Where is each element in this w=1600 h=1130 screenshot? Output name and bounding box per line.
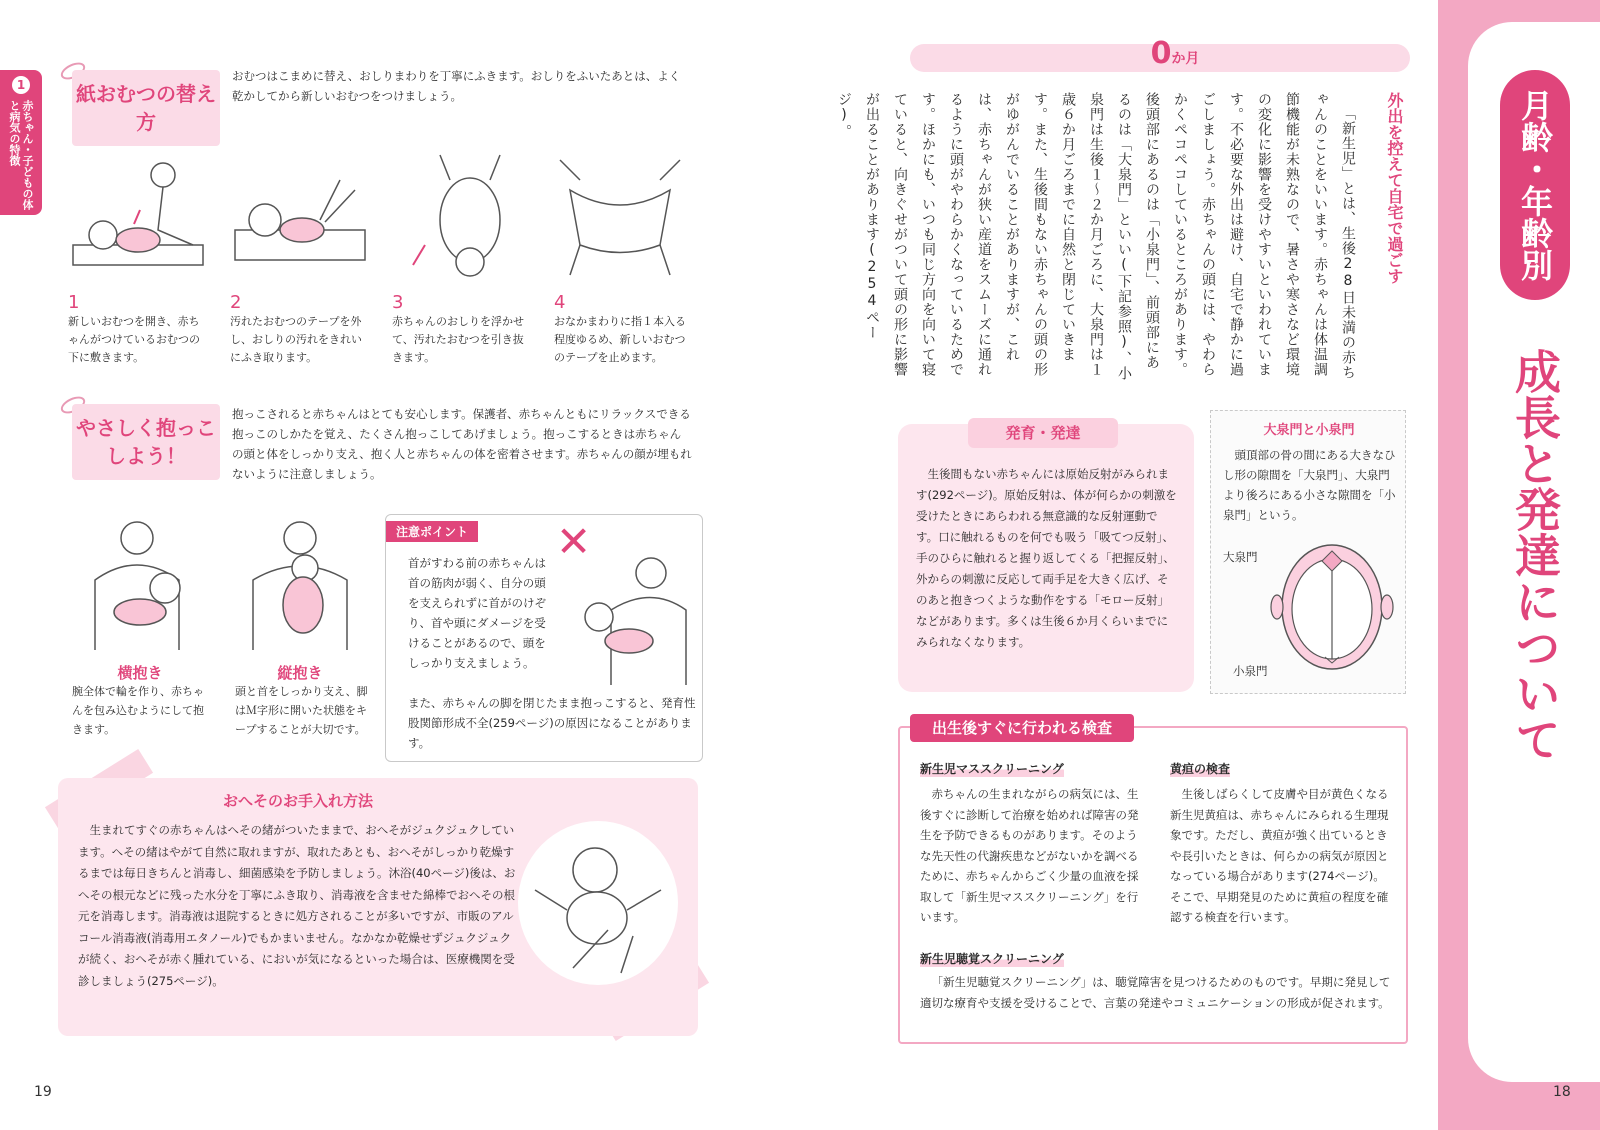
jaundice-title: 黄疸の検査 — [1170, 762, 1231, 776]
jaundice-text: 生後しばらくして皮膚や目が黄色くなる新生児黄疸は、赤ちゃんにみられる生理現象です。ただし、黄疸が強く出ているときや長引いたときは、何らかの病気が原因となっている場合があります(274ページ)。そこで、早期発見のために黄疸の程度を確認する検査を行います。 — [1170, 787, 1389, 924]
month-label — [1120, 36, 1230, 71]
navel-care-illustration — [513, 818, 683, 988]
diaper-step3-illustration — [395, 150, 535, 280]
exams-title: 出生後すぐに行われる検査 — [910, 714, 1134, 742]
section-number: 1 — [12, 76, 30, 94]
step-number: 2 — [230, 292, 242, 313]
diaper-step1-illustration — [68, 150, 208, 280]
yoko-daki-text: 腕全体で輪を作り、赤ちゃんを包み込むようにして抱きます。 — [72, 685, 204, 736]
navel-care-box — [58, 778, 698, 1036]
fontanel-text: 頭頂部の骨の間にある大きなひし形の隙間を「大泉門」、大泉門より後ろにある小さな隙間を「小泉門」という。 — [1223, 448, 1396, 522]
mass-screening-title: 新生児マススクリーニング — [920, 762, 1064, 776]
label-small-fontanel: 小泉門 — [1233, 664, 1268, 678]
section-label: 赤ちゃん・子どもの体と病気の特徴 — [8, 100, 34, 210]
tate-daki-illustration — [235, 520, 365, 650]
holding-intro: 抱っこされると赤ちゃんはとても安心します。保護者、赤ちゃんともにリラックスできる抱っこのしかたを覚え、たくさん抱っこしてあげましょう。抱っこするときは赤ちゃんの頭と体をしっかり支え、抱く人と赤ちゃんの体を密着させます。赤ちゃんの顔が埋もれないように注意しましょう。 — [232, 407, 692, 481]
month-number: 0 — [1150, 36, 1172, 71]
step-number: 4 — [554, 292, 566, 313]
fontanel-box — [1210, 410, 1406, 694]
caution-tag: 注意ポイント — [386, 521, 478, 542]
yoko-daki-label: 横抱き — [117, 664, 163, 682]
step-text: 新しいおむつを開き、赤ちゃんがつけているおむつの下に敷きます。 — [68, 315, 200, 364]
section-side-tab — [0, 70, 42, 215]
diaper-step4-illustration — [550, 150, 690, 280]
step-number: 1 — [68, 292, 80, 313]
step-text: おなかまわりに指１本入る程度ゆるめ、新しいおむつのテープを止めます。 — [554, 315, 686, 364]
exams-box — [898, 719, 1408, 1044]
caution-text-2: また、赤ちゃんの脚を閉じたまま抱っこすると、発育性股関節形成不全(259ページ)の原因になることがあります。 — [408, 696, 696, 750]
fontanel-title: 大泉門と小泉門 — [1263, 423, 1355, 438]
chapter-title: 成長と発達について — [1508, 348, 1562, 762]
diaper-step-3 — [392, 292, 530, 367]
yoko-daki-illustration — [75, 520, 205, 650]
fontanel-skull-illustration — [1269, 529, 1395, 679]
stay-home-heading: 外出を控えて自宅で過ごす — [1385, 92, 1404, 284]
diaper-intro: おむつはこまめに替え、おしりまわりを丁寧にふきます。おしりをふいたあとは、よく乾かしてから新しいおむつをつけましょう。 — [232, 69, 681, 103]
month-unit: か月 — [1171, 51, 1200, 67]
step-number: 3 — [392, 292, 404, 313]
step-text: 汚れたおむつのテープを外し、おしりの汚れをきれいにふき取ります。 — [230, 315, 362, 364]
development-box — [898, 424, 1194, 692]
tate-daki-label: 縦抱き — [277, 664, 323, 682]
development-text: 生後間もない赤ちゃんには原始反射がみられます(292ページ)。原始反射は、体が何らかの刺激を受けたときにあらわれる無意識的な反射運動です。口に触れるものを何でも吸う「吸てつ反射」、手のひらに触れると握り返してくる「把握反射」、外からの刺激に反応して両手足を大きく広げ、そのあと抱きつくような動作をする「モロー反射」などがあります。多くは生後６か月くらいまでにみられなくなります。 — [916, 467, 1177, 649]
diaper-step2-illustration — [230, 160, 370, 280]
navel-care-title: おへそのお手入れ方法 — [222, 792, 373, 810]
age-badge: 月齢・年齢別 — [1500, 70, 1570, 300]
stay-home-text: 「新生児」とは、生後28日未満の赤ちゃんのことをいいます。赤ちゃんは体温調節機能が未熟なので、暑さや寒さなど環境の変化に影響を受けやすいといわれています。不必要な外出は避け、自宅で静かに過ごしましょう。赤ちゃんの頭には、やわらかくペコペコしているところがあります。後頭部にあるのは「小泉門」、前頭部にあるのは「大泉門」といい(下記参照)、小泉門は生後１～２か月ごろに、大泉門は１歳６か月ごろまでに自然と閉じていきます。また、生後間もない赤ちゃんの頭の形がゆがんでいることがありますが、これは、赤ちゃんが狭い産道をスムーズに通れるように頭がやわらかくなっているためです。ほかにも、いつも同じ方向を向いて寝ていると、向きぐせがついて頭の形に影響が出ることがあります(254ページ)。 — [836, 92, 1356, 381]
caution-text-1: 首がすわる前の赤ちゃんは首の筋肉が弱く、自分の頭を支えられずに首がのけぞり、首や頭にダメージを受けることがあるので、頭をしっかり支えましょう。 — [408, 556, 546, 670]
page-number-right: 18 — [1553, 1084, 1571, 1100]
hearing-screening-title: 新生児聴覚スクリーニング — [920, 952, 1064, 966]
ng-holding-illustration — [571, 555, 691, 685]
holding-title: やさしく抱っこしよう！ — [72, 404, 220, 480]
tate-daki-text: 頭と首をしっかり支え、脚はＭ字形に開いた状態をキープすることが大切です。 — [235, 685, 368, 736]
ng-mark-icon: ✕ — [556, 517, 592, 566]
diaper-step-2 — [230, 292, 368, 367]
diaper-step-1 — [68, 292, 206, 367]
page-number-left: 19 — [34, 1084, 52, 1100]
development-title: 発育・発達 — [968, 418, 1118, 448]
navel-care-text: 生まれてすぐの赤ちゃんはへその緒がついたままで、おへそがジュクジュクしています。へその緒はやがて自然に取れますが、取れたあとも、おへそがしっかり乾燥するまでは毎日きちんと消毒し、細菌感染を予防しましょう。沐浴(40ページ)後は、おへその根元などに残った水分を丁寧にふき取り、消毒液を含ませた綿棒でおへその根元を消毒します。消毒液は退院するときに処方されることが多いですが、市販のアルコール消毒液(消毒用エタノール)でもかまいません。なかなか乾燥せずジュクジュクが続く、おへそが赤く腫れている、においが気になるといった場合は、医療機関を受診しましょう(275ページ)。 — [78, 823, 516, 988]
label-large-fontanel: 大泉門 — [1223, 550, 1258, 564]
caution-box — [385, 514, 703, 762]
diaper-step-4 — [554, 292, 692, 367]
mass-screening-text: 赤ちゃんの生まれながらの病気には、生後すぐに診断して治療を始めれば障害の発生を予防できるものがあります。そのような先天性の代謝疾患などがないかを調べるために、赤ちゃんからごく少量の血液を採取して「新生児マススクリーニング」を行います。 — [920, 787, 1139, 924]
step-text: 赤ちゃんのおしりを浮かせて、汚れたおむつを引き抜きます。 — [392, 315, 524, 364]
diaper-title: 紙おむつの替え方 — [72, 70, 220, 146]
hearing-screening-text: 「新生児聴覚スクリーニング」は、聴覚障害を見つけるためのものです。早期に発見して適切な療育や支援を受けることで、言葉の発達やコミュニケーションの形成が促されます。 — [920, 975, 1391, 1010]
